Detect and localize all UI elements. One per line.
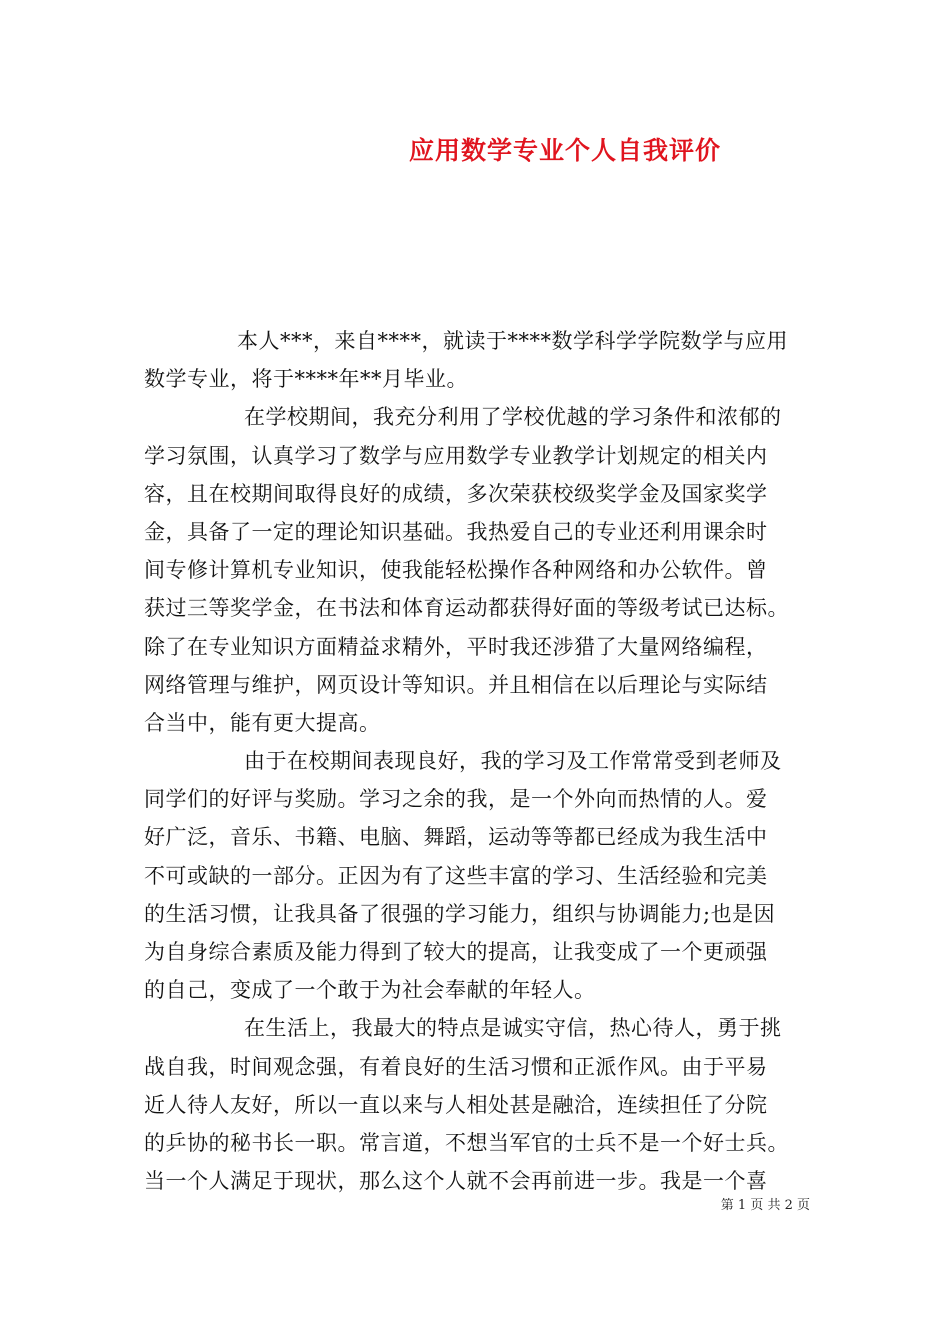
text-line: 本人***，来自****，就读于****数学科学学院数学与应用: [237, 329, 788, 353]
text-line: 除了在专业知识方面精益求精外，平时我还涉猎了大量网络编程，: [144, 634, 768, 659]
text-line: 合当中，能有更大提高。: [144, 710, 381, 735]
text-line: 战自我，时间观念强，有着良好的生活习惯和正派作风。由于平易: [144, 1054, 768, 1079]
document-body: [144, 322, 809, 1200]
text-line: 近人待人友好，所以一直以来与人相处甚是融洽，连续担任了分院: [144, 1092, 768, 1117]
text-line: 容，且在校期间取得良好的成绩，多次荣获校级奖学金及国家奖学: [144, 481, 768, 506]
paragraph: [144, 322, 809, 398]
text-line: 数学专业，将于****年**月毕业。: [144, 367, 468, 392]
text-line: 为自身综合素质及能力得到了较大的提高，让我变成了一个更顽强: [144, 940, 768, 964]
paragraph: [144, 1009, 809, 1200]
text-line: 网络管理与维护，网页设计等知识。并且相信在以后理论与实际结: [144, 672, 768, 697]
text-line: 在学校期间，我充分利用了学校优越的学习条件和浓郁的: [244, 405, 782, 430]
text-line: 当一个人满足于现状，那么这个人就不会再前进一步。我是一个喜: [144, 1169, 768, 1194]
text-line: 好广泛，音乐、书籍、电脑、舞蹈，运动等等都已经成为我生活中: [144, 825, 768, 850]
text-line: 由于在校期间表现良好，我的学习及工作常常受到老师及: [244, 749, 782, 774]
text-line: 金，具备了一定的理论知识基础。我热爱自己的专业还利用课余时: [144, 519, 768, 544]
text-line: 的乒协的秘书长一职。常言道，不想当军官的士兵不是一个好士兵。: [144, 1130, 789, 1155]
paragraph: [144, 398, 809, 742]
text-line: 间专修计算机专业知识，使我能轻松操作各种网络和办公软件。曾: [144, 558, 768, 583]
text-line: 的自己，变成了一个敢于为社会奉献的年轻人。: [144, 978, 596, 1003]
text-line: 获过三等奖学金，在书法和体育运动都获得好面的等级考试已达标。: [144, 596, 789, 621]
text-line: 在生活上，我最大的特点是诚实守信，热心待人，勇于挑: [244, 1016, 782, 1041]
text-line: 不可或缺的一部分。正因为有了这些丰富的学习、生活经验和完美: [144, 863, 768, 888]
text-line: 学习氛围，认真学习了数学与应用数学专业教学计划规定的相关内: [144, 443, 768, 468]
paragraph: [144, 742, 809, 1009]
text-line: 的生活习惯，让我具备了很强的学习能力，组织与协调能力;也是因: [144, 901, 776, 926]
page-number-footer: 第 1 页 共 2 页: [720, 1198, 810, 1213]
text-line: 同学们的好评与奖励。学习之余的我，是一个外向而热情的人。爱: [144, 787, 768, 812]
document-title: 应用数学专业个人自我评价: [408, 136, 721, 165]
